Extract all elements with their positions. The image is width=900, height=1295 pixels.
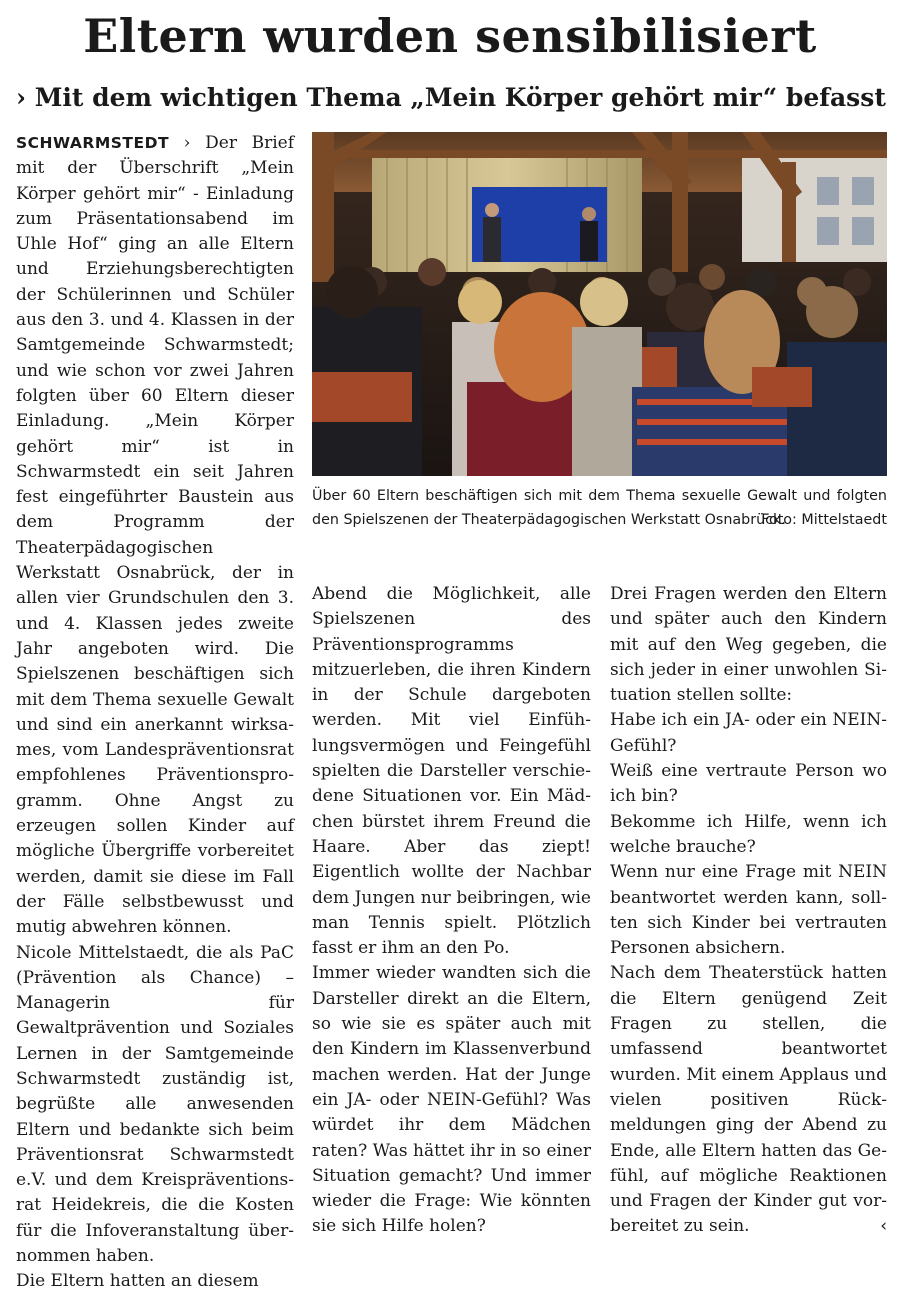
paragraph bbox=[16, 131, 294, 941]
dateline-separator: › bbox=[169, 133, 206, 153]
paragraph-text: Nach dem Theaterstück hatten die Eltern genügend Zeit Fragen zu stellen, die umfassend beantwortet wurden. Mit einem Applaus und vielen positiven Rückmeldungen ging der Abend zu Ende, alle Eltern hatten das Gefühl, auf mögliche Reaktionen und Fragen der Kinder gut vorbereitet zu sein. bbox=[610, 963, 887, 1237]
caption-text: Über 60 Eltern beschäftigen sich mit dem Thema sexuelle Gewalt und folgten den Spielszenen der Theaterpädagogischen Werkstatt Osnabrück. bbox=[312, 488, 887, 528]
subheadline: › Mit dem wichtigen Thema „Mein Körper gehört mir“ befasst bbox=[16, 83, 886, 112]
end-mark: ‹ bbox=[880, 1216, 887, 1237]
article-column-3 bbox=[610, 582, 887, 1240]
article-column-1 bbox=[16, 131, 294, 1295]
paragraph: Nicole Mittelstaedt, die als PaC (Prävention als Chance) – Managerin für Gewaltprävention und Soziales Lernen in der Samtgemeinde Schwarmstedt zuständig ist, begrüßte alle anwesenden Eltern und bedankte sich beim Präventionsrat Schwarmstedt e.V. und dem Kreispräventionsrat Heidekreis, die die Kosten für die Infoveranstaltung übernommen haben. bbox=[16, 942, 294, 1267]
question: Weiß eine vertraute Person wo ich bin? bbox=[610, 761, 887, 807]
paragraph bbox=[610, 961, 887, 1239]
audience-photo bbox=[312, 132, 887, 476]
question: Habe ich ein JA- oder ein NEIN-Gefühl? bbox=[610, 710, 887, 756]
dateline: SCHWARMSTEDT bbox=[16, 134, 170, 152]
paragraph-text: Der Brief mit der Überschrift „Mein Körper gehört mir“ - Einladung zum Präsentationsabend im Uhle Hof“ ging an alle Eltern und Erziehungsberechtigten der Schülerinnen und Schüler aus den 3. und 4. Klassen in der Samtgemeinde Schwarmstedt; und wie schon vor zwei Jahren folgten über 60 Eltern dieser Einladung. „Mein Körper gehört mir“ ist in Schwarmstedt ein seit Jahren fest eingeführter Baustein aus dem Programm der Theaterpädagogischen Werkstatt Osnabrück, der in allen vier Grundschulen den 3. und 4. Klassen jedes zweite Jahr angeboten wird. Die Spielszenen beschäftigen sich mit dem Thema sexuelle Gewalt und sind ein anerkannt wirksames, vom Landespräventionsrat empfohlenes Präventionsprogramm. Ohne Angst zu erzeugen sollen Kinder auf mögliche Übergriffe vorbereitet werden, damit sie diese im Fall der Fälle selbstbewusst und mutig abwehren können. bbox=[16, 133, 294, 938]
paragraph: Abend die Möglichkeit, alle Spielszenen des Präventionsprogramms mitzuerleben, die ihren Kindern in der Schule dargeboten werden. Mit viel Einfühlungsvermögen und Feingefühl spielten die Darsteller verschiedene Situationen vor. Ein Mädchen bürstet ihrem Freund die Haare. Aber das ziept! Eigentlich wollte der Nachbar dem Jungen nur beibringen, wie man Tennis spielt. Plötzlich fasst er ihm an den Po. bbox=[312, 584, 591, 959]
paragraph: Drei Fragen werden den Eltern und später auch den Kindern mit auf den Weg gegeben, die sich jeder in einer unwohlen Situation stellen sollte: bbox=[610, 584, 887, 706]
photo-credit: Foto: Mittelstaedt bbox=[761, 512, 887, 528]
paragraph: Immer wieder wandten sich die Darsteller direkt an die Eltern, so wie sie es später auch mit den Kindern im Klassenverbund machen werden. Hat der Junge ein JA- oder NEIN-Gefühl? Was würdet ihr dem Mädchen raten? Was hättet ihr in so einer Situation gemacht? Und immer wieder die Frage: Wie könnten sie sich Hilfe holen? bbox=[312, 963, 591, 1237]
headline: Eltern wurden sensibilisiert bbox=[83, 9, 817, 63]
paragraph: Wenn nur eine Frage mit NEIN beantwortet werden kann, sollten sich Kinder bei vertrauten Personen absichern. bbox=[610, 862, 887, 959]
article-column-2 bbox=[312, 582, 591, 1240]
question: Bekomme ich Hilfe, wenn ich welche brauche? bbox=[610, 811, 887, 857]
paragraph: Die Eltern hatten an diesem bbox=[16, 1271, 259, 1292]
photo-caption bbox=[312, 484, 887, 532]
